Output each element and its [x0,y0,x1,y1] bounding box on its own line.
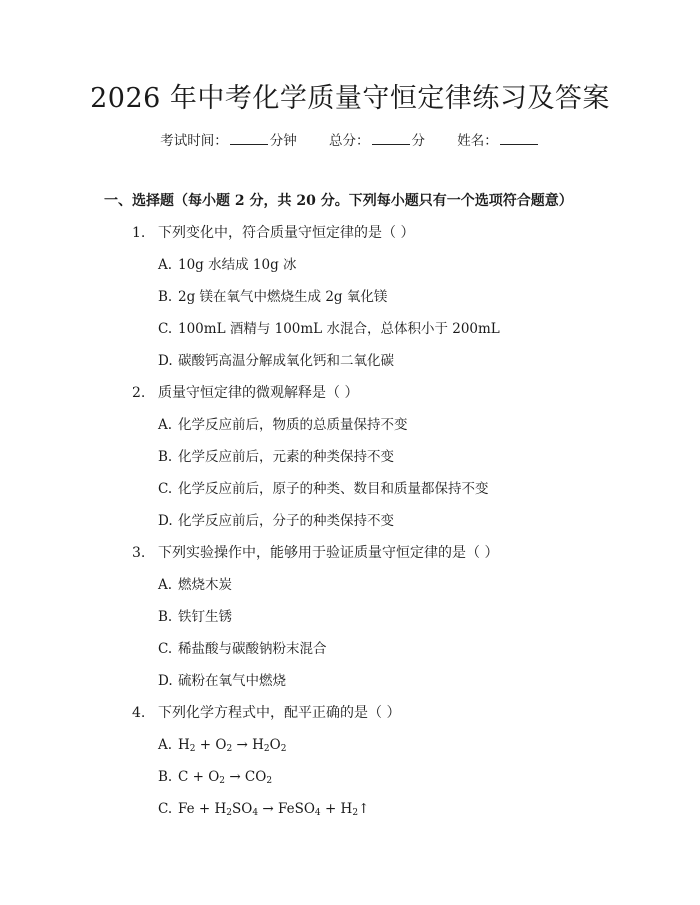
eq-part: → CO [225,769,267,785]
eq-part: Fe + H [178,801,227,817]
option-text: 铁钉生锈 [178,609,232,625]
option-letter: D. [158,673,173,689]
question-number: 1. [132,225,146,241]
question-4 [132,703,400,723]
eq-subscript: 2 [226,808,233,818]
score-unit: 分 [411,133,425,149]
option-letter: B. [158,769,173,785]
question-text: 质量守恒定律的微观解释是（ ） [158,385,359,401]
question-text: 下列实验操作中，能够用于验证质量守恒定律的是（ ） [158,545,499,561]
option-text: 稀盐酸与碳酸钠粉末混合 [178,641,327,657]
option-text: 100mL 酒精与 100mL 水混合，总体积小于 200mL [178,321,500,337]
eq-subscript: 2 [266,776,273,786]
exam-time [160,133,301,149]
equation [178,769,272,785]
eq-subscript: 2 [263,744,270,754]
option-letter: B. [158,449,173,465]
option-letter: C. [158,321,173,337]
eq-part: + O [195,737,227,753]
exam-score [329,133,429,149]
question-2 [132,383,358,403]
eq-part: O [269,737,281,753]
option-2a [158,415,408,435]
time-unit: 分钟 [269,133,297,149]
equation [178,801,369,817]
eq-subscript: 4 [252,808,259,818]
question-text: 下列变化中，符合质量守恒定律的是（ ） [158,225,415,241]
option-1d [158,351,394,371]
name-label: 姓名： [457,133,498,149]
page-title: 2026 年中考化学质量守恒定律练习及答案 [90,83,610,114]
eq-part: C + O [178,769,220,785]
option-text: 化学反应前后，物质的总质量保持不变 [178,417,408,433]
option-text: 碳酸钙高温分解成氧化钙和二氧化碳 [178,353,394,369]
option-letter: B. [158,609,173,625]
option-3c [158,639,327,659]
question-1 [132,223,414,243]
question-3 [132,543,498,563]
option-4b [158,767,272,787]
option-text: 化学反应前后，分子的种类保持不变 [178,513,394,529]
question-number: 3. [132,545,146,561]
option-letter: D. [158,513,173,529]
option-letter: D. [158,353,173,369]
section-heading: 一、选择题（每小题 2 分，共 20 分。下列每小题只有一个选项符合题意） [104,193,573,209]
score-blank [372,132,410,145]
option-letter: A. [158,417,173,433]
option-3b [158,607,232,627]
option-text: 化学反应前后，元素的种类保持不变 [178,449,394,465]
option-letter: A. [158,577,173,593]
option-1a [158,255,297,275]
option-text: 硫粉在氧气中燃烧 [178,673,286,689]
exam-meta [0,131,700,151]
question-number: 2. [132,385,146,401]
question-number: 4. [132,705,146,721]
eq-subscript: 2 [219,776,226,786]
option-4c [158,799,369,819]
option-letter: C. [158,641,173,657]
option-3d [158,671,286,691]
option-4a [158,735,286,755]
option-3a [158,575,232,595]
option-2b [158,447,394,467]
option-letter: C. [158,801,173,817]
option-2c [158,479,489,499]
option-letter: A. [158,257,173,273]
option-letter: C. [158,481,173,497]
option-text: 2g 镁在氧气中燃烧生成 2g 氧化镁 [178,289,388,305]
eq-part: H [178,737,190,753]
option-text: 化学反应前后，原子的种类、数目和质量都保持不变 [178,481,489,497]
question-text: 下列化学方程式中，配平正确的是（ ） [158,705,401,721]
name-blank [500,132,538,145]
time-blank [230,132,268,145]
score-label: 总分： [329,133,370,149]
option-text: 10g 水结成 10g 冰 [178,257,297,273]
eq-subscript: 2 [226,744,233,754]
option-2d [158,511,394,531]
eq-part: SO [232,801,253,817]
option-letter: B. [158,289,173,305]
eq-subscript: 2 [352,808,359,818]
equation [178,737,286,753]
eq-subscript: 2 [189,744,196,754]
eq-subscript: 2 [280,744,287,754]
eq-subscript: 4 [314,808,321,818]
option-text: 燃烧木炭 [178,577,232,593]
student-name [457,133,540,149]
eq-part: ↑ [358,801,370,817]
option-1c [158,319,500,339]
eq-part: → H [232,737,264,753]
option-1b [158,287,387,307]
time-label: 考试时间： [160,133,228,149]
eq-part: → FeSO [258,801,315,817]
option-letter: A. [158,737,173,753]
eq-part: + H [320,801,353,817]
